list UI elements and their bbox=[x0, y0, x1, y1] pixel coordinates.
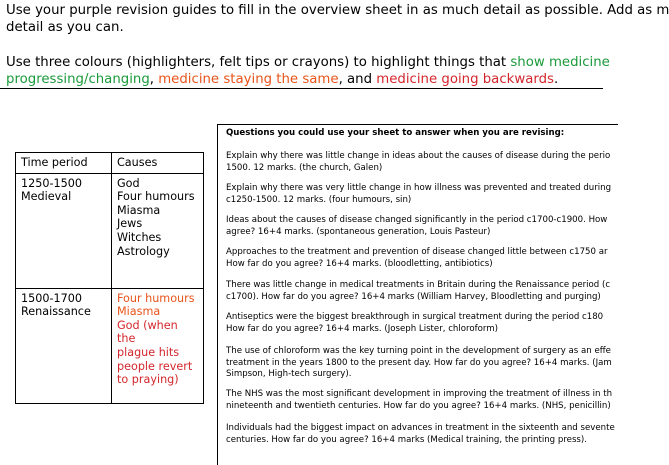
period-cell bbox=[16, 173, 112, 288]
question-line: nineteenth and twentieth centuries. How far do you agree? 16+4 marks. (NHS, penicillin) bbox=[226, 400, 611, 411]
question-line: Explain why there was very little change in how illness was prevented and treated during bbox=[226, 183, 612, 193]
instruction-line-1a: Use your purple revision guides to fill in the overview sheet in as much detail as possible. Add as m bbox=[6, 3, 669, 18]
question-line: Antiseptics were the biggest breakthrough in surgical treatment during the period c180 bbox=[226, 312, 604, 322]
instruction-line-1b: detail as you can. bbox=[6, 20, 124, 35]
instruction-comma: , bbox=[149, 72, 159, 87]
highlight-progress-text: show medicine bbox=[510, 55, 610, 70]
header-time-period: Time period bbox=[16, 153, 112, 174]
cause-item: God bbox=[117, 176, 140, 190]
cause-item: Miasma bbox=[117, 305, 161, 319]
cause-item: Four humours bbox=[117, 190, 195, 204]
question-line: c1700). How far do you agree? 16+4 marks (William Harvey, Bloodletting and purging) bbox=[226, 291, 601, 302]
cause-item: to praying) bbox=[117, 373, 179, 387]
instruction-paragraph-1 bbox=[6, 2, 669, 36]
question-line: agree? 16+4 marks. (spontaneous generation, Louis Pasteur) bbox=[226, 226, 491, 237]
causes-cell bbox=[112, 288, 204, 403]
question-line: How far do you agree? 16+4 marks. (bloodletting, antibiotics) bbox=[226, 258, 493, 269]
header-causes: Causes bbox=[112, 153, 204, 174]
table-row bbox=[16, 173, 204, 288]
question-item bbox=[226, 312, 603, 335]
instruction-paragraph-2 bbox=[6, 54, 610, 88]
question-item bbox=[226, 183, 611, 206]
question-line: Ideas about the causes of disease changed significantly in the period c1700-c1900. How bbox=[226, 215, 608, 225]
questions-heading: Questions you could use your sheet to answer when you are revising: bbox=[226, 128, 565, 138]
instructions-box bbox=[0, 0, 669, 89]
cause-item: plague hits bbox=[117, 345, 180, 359]
question-line: centuries. How far do you agree? 16+4 marks (Medical training, the printing press). bbox=[226, 434, 587, 445]
time-period-table bbox=[15, 152, 204, 404]
period-cell bbox=[16, 288, 112, 403]
question-line: How far do you agree? 16+4 marks. (Joseph Lister, chloroform) bbox=[226, 323, 499, 334]
question-line: The NHS was the most significant development in improving the treatment of illness in th bbox=[226, 389, 613, 399]
period-name: Medieval bbox=[21, 190, 72, 204]
table-header-row bbox=[16, 153, 204, 174]
question-item bbox=[226, 389, 612, 412]
question-line: c1250-1500. 12 marks. (four humours, sin) bbox=[226, 194, 412, 205]
question-item bbox=[226, 247, 608, 270]
cause-item: Four humours bbox=[117, 291, 195, 305]
highlight-progress-text-2: progressing/changing bbox=[6, 72, 150, 87]
instruction-period: . bbox=[553, 72, 559, 87]
question-item bbox=[226, 151, 610, 174]
cause-item: Jews bbox=[117, 217, 143, 231]
question-line: Simpson, High-tech surgery). bbox=[226, 369, 352, 380]
highlight-backwards-text: medicine going backwards bbox=[376, 72, 554, 87]
cause-item: Miasma bbox=[117, 203, 161, 217]
question-line: There was little change in medical treatments in Britain during the Renaissance period (c bbox=[226, 280, 611, 290]
question-item bbox=[226, 280, 610, 303]
question-line: 1500. 12 marks. (the church, Galen) bbox=[226, 162, 383, 173]
question-item bbox=[226, 215, 607, 238]
cause-item: Astrology bbox=[117, 244, 170, 258]
instruction-line-2a: Use three colours (highlighters, felt tips or crayons) to highlight things that bbox=[6, 55, 511, 70]
question-line: Approaches to the treatment and prevention of disease changed little between c1750 ar bbox=[226, 247, 608, 257]
causes-cell bbox=[112, 173, 204, 288]
question-line: treatment in the years 1800 to the present day. How far do you agree? 16+4 marks. (Jam bbox=[226, 357, 612, 368]
period-name: Renaissance bbox=[21, 305, 91, 319]
highlight-same-text: medicine staying the same bbox=[158, 72, 339, 87]
question-line: Individuals had the biggest impact on advances in treatment in the sixteenth and sevente bbox=[226, 423, 615, 433]
question-item bbox=[226, 346, 612, 381]
table-row bbox=[16, 288, 204, 403]
question-item bbox=[226, 423, 615, 446]
cause-item: Witches bbox=[117, 230, 162, 244]
instruction-and: , and bbox=[338, 72, 377, 87]
revision-questions-box bbox=[217, 124, 618, 465]
period-years: 1500-1700 bbox=[21, 291, 82, 305]
cause-item: people revert bbox=[117, 359, 193, 373]
period-years: 1250-1500 bbox=[21, 176, 82, 190]
question-line: Explain why there was little change in ideas about the causes of disease during the perio bbox=[226, 151, 611, 161]
cause-item: God (when the bbox=[117, 318, 178, 346]
question-line: The use of chloroform was the key turning point in the development of surgery as an effe bbox=[226, 346, 611, 356]
